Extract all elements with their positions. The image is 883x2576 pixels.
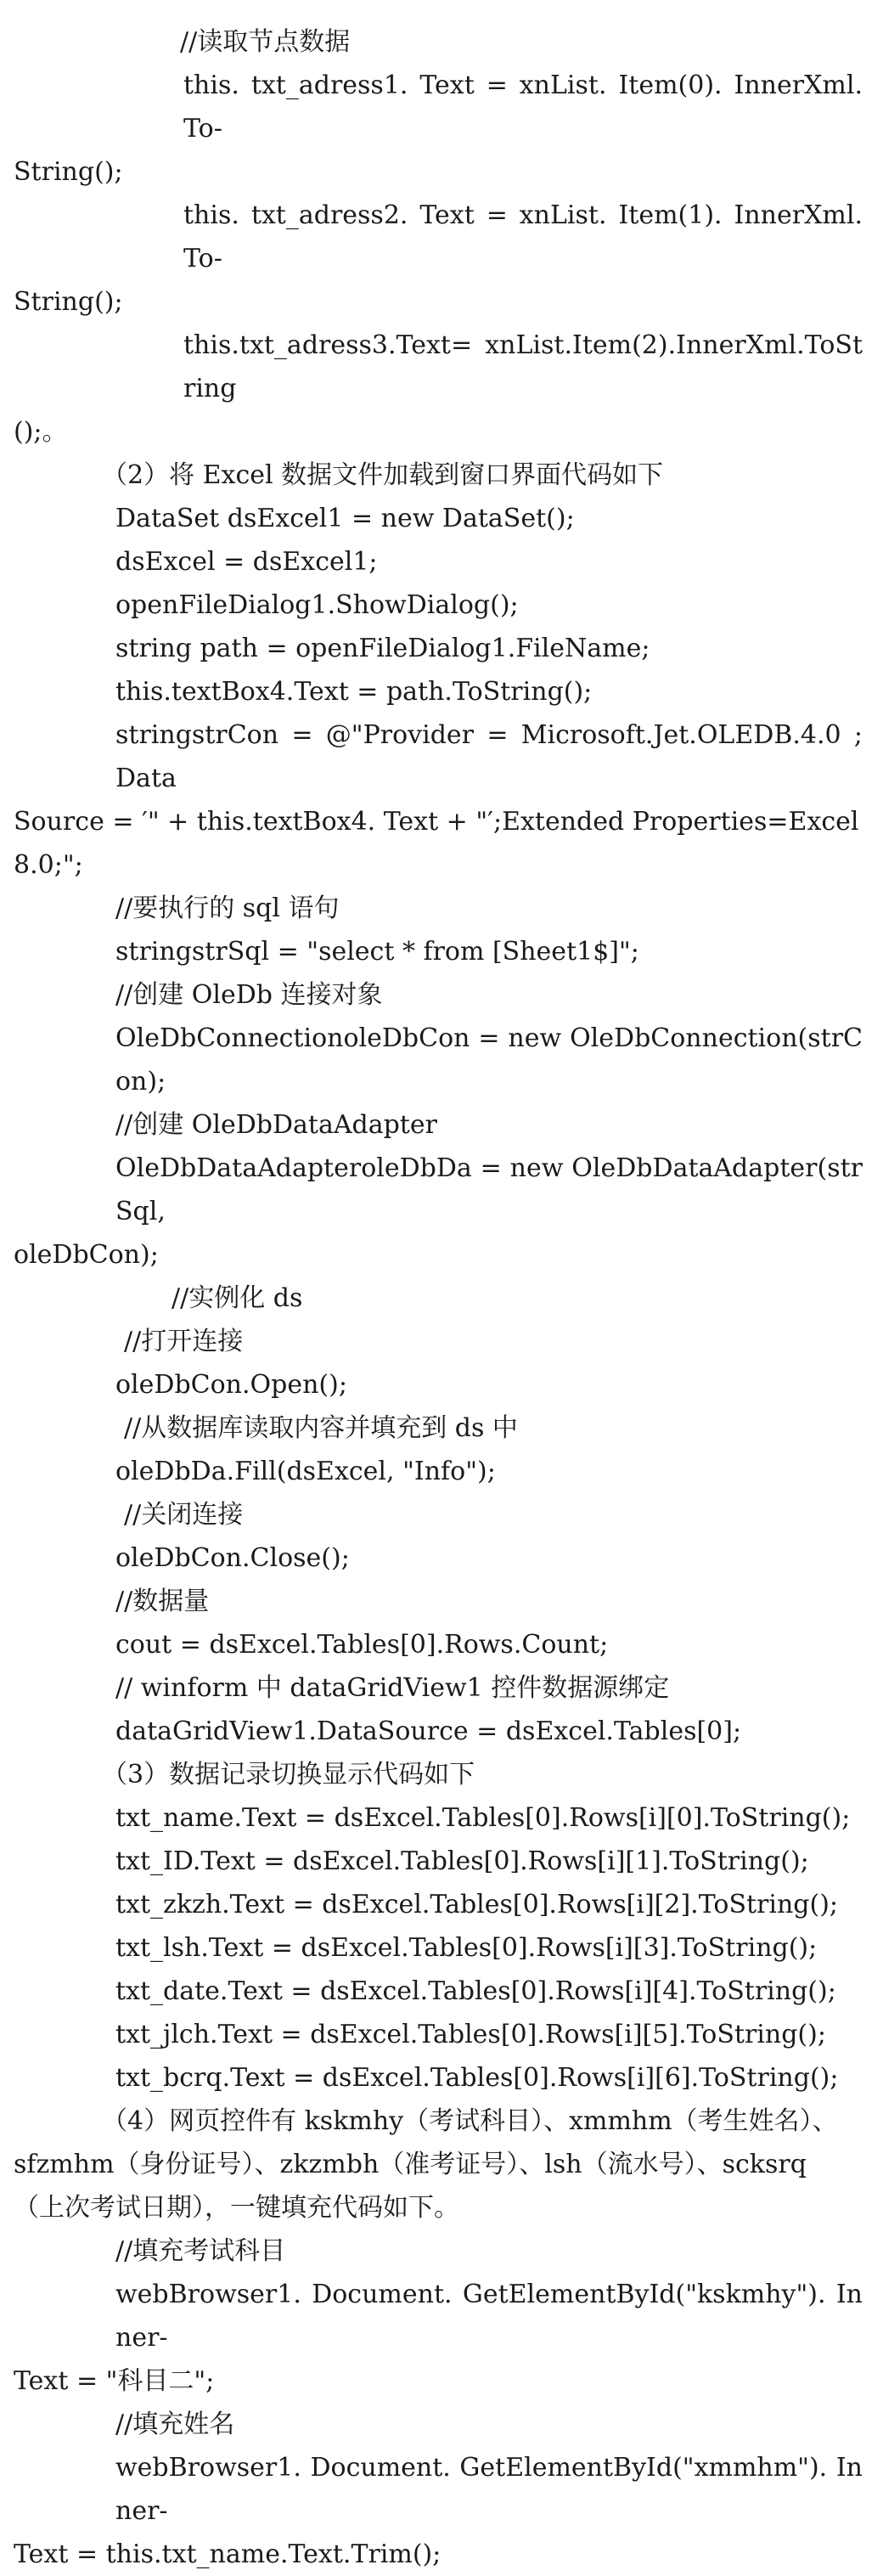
text-line: cout = dsExcel.Tables[0].Rows.Count;: [115, 1630, 609, 1660]
text-line: ();。: [14, 417, 68, 447]
text-line: Source = ′" + this.textBox4. Text + "′;Extended Properties=Excel: [14, 807, 859, 837]
text-line: （4）网页控件有 kskmhy（考试科目）、xmmhm（考生姓名）、: [102, 2106, 838, 2136]
text-line: oleDbDa.Fill(dsExcel, "Info");: [115, 1457, 496, 1486]
text-line: //从数据库读取内容并填充到 ds 中: [124, 1413, 518, 1443]
text-line: String();: [14, 287, 123, 317]
text-line: Text = this.txt_name.Text.Trim();: [14, 2539, 442, 2569]
text-line: Text = "科目二";: [14, 2366, 215, 2396]
text-line: dsExcel = dsExcel1;: [115, 547, 378, 577]
document-page: [14, 0, 863, 2576]
text-line: webBrowser1. Document. GetElementById("kskmhy"). Inner-: [115, 2280, 863, 2353]
text-line: txt_zkzh.Text = dsExcel.Tables[0].Rows[i][2].ToString();: [115, 1890, 839, 1919]
text-line: //数据量: [115, 1587, 210, 1616]
text-line: this. txt_adress1. Text = xnList. Item(0). InnerXml. To-: [183, 70, 863, 144]
text-line: openFileDialog1.ShowDialog();: [115, 590, 519, 620]
text-line: string path = openFileDialog1.FileName;: [115, 634, 650, 663]
text-line: //实例化 ds: [172, 1283, 303, 1313]
text-line: （3）数据记录切换显示代码如下: [102, 1760, 475, 1790]
text-line: OleDbConnectionoleDbCon = new OleDbConnection(strCon);: [115, 1023, 863, 1096]
text-line: sfzmhm（身份证号）、zkzmbh（准考证号）、lsh（流水号）、scksrq: [14, 2150, 807, 2179]
text-line: stringstrCon = @"Provider = Microsoft.Jet.OLEDB.4.0 ; Data: [115, 720, 863, 793]
text-line: //创建 OleDbDataAdapter: [115, 1110, 437, 1140]
text-line: txt_ID.Text = dsExcel.Tables[0].Rows[i][1].ToString();: [115, 1846, 809, 1876]
text-line: （上次考试日期），一键填充代码如下。: [14, 2193, 459, 2223]
text-line: //要执行的 sql 语句: [115, 893, 340, 923]
text-line: dataGridView1.DataSource = dsExcel.Tables[0];: [115, 1716, 742, 1746]
text-line: String();: [14, 157, 123, 187]
text-line: this.txt_adress3.Text= xnList.Item(2).InnerXml.ToString: [183, 330, 863, 403]
text-line: webBrowser1. Document. GetElementById("xmmhm"). Inner-: [115, 2453, 863, 2526]
text-line: this.textBox4.Text = path.ToString();: [115, 677, 593, 707]
text-line: //关闭连接: [124, 1500, 244, 1530]
text-line: oleDbCon.Open();: [115, 1370, 347, 1400]
text-line: //读取节点数据: [180, 27, 351, 57]
text-line: //填充考试科目: [115, 2236, 286, 2266]
text-line: txt_jlch.Text = dsExcel.Tables[0].Rows[i][5].ToString();: [115, 2020, 826, 2049]
text-line: //创建 OleDb 连接对象: [115, 980, 383, 1010]
text-line: OleDbDataAdapteroleDbDa = new OleDbDataAdapter(strSql,: [115, 1153, 863, 1226]
text-line: （2）将 Excel 数据文件加载到窗口界面代码如下: [102, 460, 664, 490]
text-line: //打开连接: [124, 1327, 244, 1356]
text-line: txt_name.Text = dsExcel.Tables[0].Rows[i][0].ToString();: [115, 1803, 851, 1833]
text-line: // winform 中 dataGridView1 控件数据源绑定: [115, 1673, 670, 1703]
text-line: 8.0;";: [14, 850, 83, 880]
text-line: txt_date.Text = dsExcel.Tables[0].Rows[i][4].ToString();: [115, 1976, 836, 2006]
text-line: DataSet dsExcel1 = new DataSet();: [115, 504, 575, 533]
text-line: oleDbCon);: [14, 1240, 159, 1270]
text-line: txt_lsh.Text = dsExcel.Tables[0].Rows[i][3].ToString();: [115, 1933, 818, 1963]
text-line: txt_bcrq.Text = dsExcel.Tables[0].Rows[i][6].ToString();: [115, 2063, 839, 2093]
text-line: //填充姓名: [115, 2410, 235, 2439]
text-line: oleDbCon.Close();: [115, 1543, 350, 1573]
text-line: stringstrSql = "select * from [Sheet1$]";: [115, 937, 639, 967]
text-line: this. txt_adress2. Text = xnList. Item(1). InnerXml. To-: [183, 200, 863, 273]
